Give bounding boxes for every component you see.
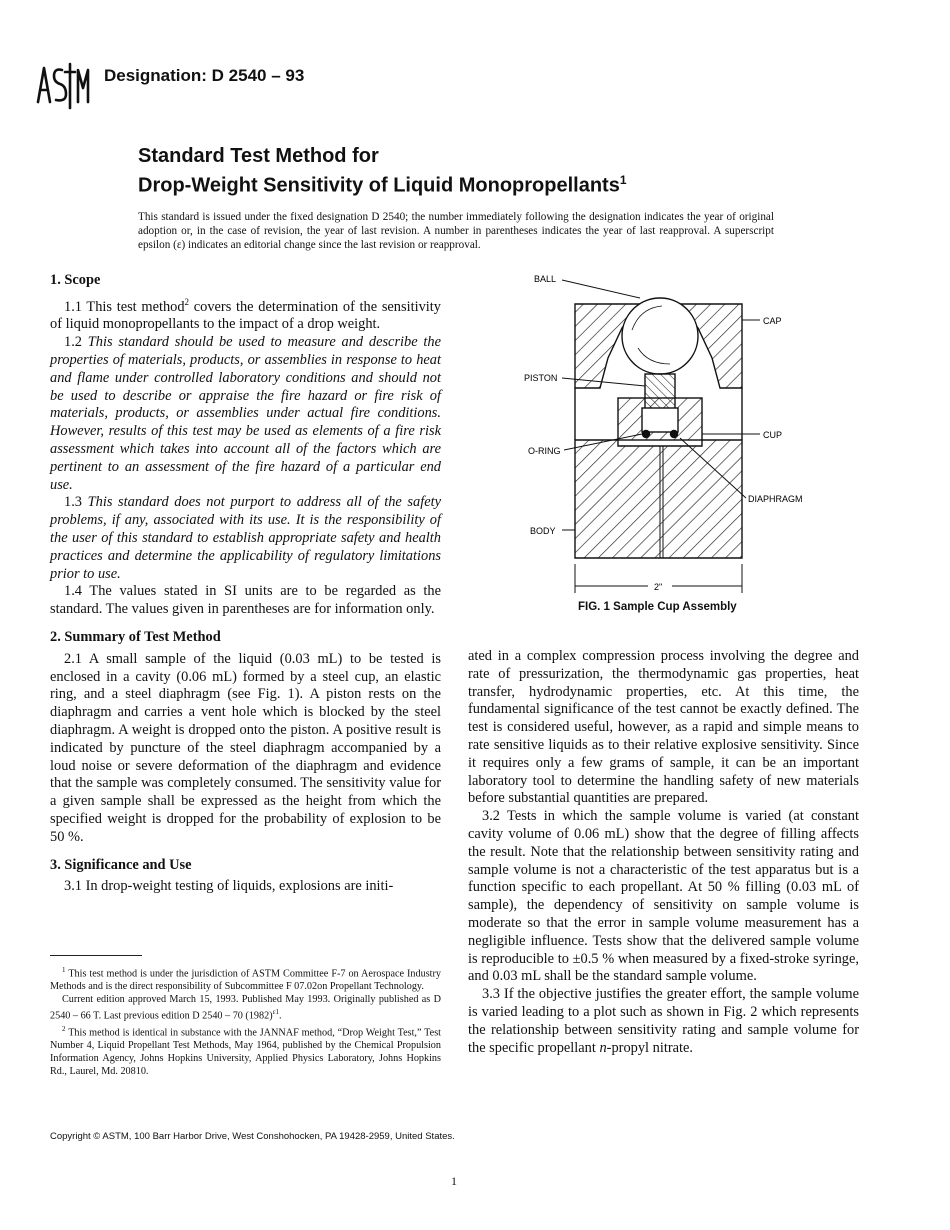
label-diaphragm: DIAPHRAGM xyxy=(748,494,803,504)
footnote-1: $^1$ This test method is under the jurisdiction of ASTM Committee F-7 on Aerospace Industry Methods and is the direct responsibility of Subcommittee F 07.02on Propellant Technology. xyxy=(50,966,441,993)
para-3-1-continued: ated in a complex compression process involving the degree and rate of pressurization, the thermodynamic gas properties, heat transfer, hydrodynamic properties, etc. At this time, the fundamental significance of the test cannot be exactly defined. The test is considered useful, however, as a rapid and simple means to rate sensitive liquids as to their relative explosive sensitivity. Since it requires only a few grams of sample, it can be an important laboratory tool to determine the handling safety of new materials before substantial quantities are prepared. xyxy=(468,648,859,807)
footnote-divider xyxy=(50,955,142,956)
label-ball: BALL xyxy=(534,274,557,284)
label-cup: CUP xyxy=(763,430,783,440)
o-ring-left xyxy=(643,431,650,438)
title-footnote-mark: 1 xyxy=(619,173,627,187)
label-piston: PISTON xyxy=(524,373,558,383)
label-dimension: 2" xyxy=(654,582,663,592)
para-1-4: 1.4 The values stated in SI units are to be regarded as the standard. The values given in parentheses are for information only. xyxy=(50,583,441,618)
para-3-2: 3.2 Tests in which the sample volume is varied (at constant cavity volume of 0.06 mL) show that the degree of filling affects the result. Note that the relationship between sensitivity rating and sample volume is not a characteristic of the test apparatus but is a function specific to each propellant. At 50 % filling (0.03 mL of sample), the dependency of sensitivity on sample volume is moderate so that the error in sample volume measurement has a negligible influence. Tests show that the delivered sample volume is reproducible to ±0.5 % when measured by a fixed-stroke syringe, and 0.03 mL shall be the standard sample volume. xyxy=(468,808,859,985)
label-cap: CAP xyxy=(763,316,782,326)
o-ring-right xyxy=(671,431,678,438)
para-1-2: 1.2 This standard should be used to measure and describe the properties of materials, products, or assemblies in response to heat and flame under controlled laboratory conditions and should not be used to describe or appraise the fire hazard or fire risk of materials, products, or assemblies under actual fire conditions. However, results of this test may be used as elements of a fire risk assessment which takes into account all of the factors which are pertinent to an assessment of the fire hazard of a particular end use. xyxy=(50,334,441,493)
footnote-2: $^2$ This method is identical in substance with the JANNAF method, “Drop Weight Test,” Test Number 4, Liquid Propellant Test Methods, May 1964, published by the Chemical Propulsion Information Agency, Johns Hopkins University, Applied Physics Laboratory, Johns Hopkins Rd., Laurel, Md. 20810. xyxy=(50,1024,441,1078)
label-o-ring: O-RING xyxy=(528,446,561,456)
designation: Designation: D 2540 – 93 xyxy=(104,66,305,85)
right-column xyxy=(468,648,859,1057)
section-significance-heading: 3. Significance and Use xyxy=(50,856,192,873)
para-1-1: 1.1 This test method$^2$ covers the determination of the sensitivity of liquid monopropellants to the impact of a drop weight. xyxy=(50,296,441,333)
intro-note: This standard is issued under the fixed designation D 2540; the number immediately following the designation indicates the year of original adoption or, in the case of revision, the year of last revision. A number in parentheses indicates the year of last reapproval. A superscript epsilon (ε) indicates an editorial change since the last revision or reapproval. xyxy=(138,211,774,251)
document-title xyxy=(138,144,627,198)
left-column xyxy=(50,272,441,896)
footnote-1-edition: Current edition approved March 15, 1993. Published May 1993. Originally published as D 2540 – 66 T. Last previous edition D 2540 – 70 $(1982)^{\varepsilon 1}$. xyxy=(50,994,441,1022)
title-line-2: Drop-Weight Sensitivity of Liquid Monopropellants$^1$ xyxy=(138,173,627,197)
copyright: Copyright © ASTM, 100 Barr Harbor Drive, West Conshohocken, PA 19428-2959, United States. xyxy=(50,1131,455,1142)
sample-cup-assembly-diagram xyxy=(520,268,820,608)
para-3-1-start: 3.1 In drop-weight testing of liquids, explosions are initi- xyxy=(64,878,394,895)
figure-caption: FIG. 1 Sample Cup Assembly xyxy=(578,601,737,613)
ball xyxy=(622,298,698,374)
section-scope-heading: 1. Scope xyxy=(50,272,101,288)
para-1-3: 1.3 This standard does not purport to address all of the safety problems, if any, associated with its use. It is the responsibility of the user of this standard to establish appropriate safety and health practices and determine the applicability of regulatory limitations prior to use. xyxy=(50,494,441,582)
para-3-3: 3.3 If the objective justifies the greater effort, the sample volume is varied leading to a plot such as shown in Fig. 2 which represents the relationship between sensitivity rating and sample volume for the specific propellant n-propyl nitrate. xyxy=(468,986,859,1056)
page-number: 1 xyxy=(451,1174,457,1188)
astm-logo xyxy=(34,58,92,114)
title-line-1: Standard Test Method for xyxy=(138,145,379,167)
section-summary-heading: 2. Summary of Test Method xyxy=(50,628,221,645)
para-2-1: 2.1 A small sample of the liquid (0.03 mL) to be tested is enclosed in a cavity (0.06 mL) formed by a steel cup, an elastic ring, and a steel diaphragm (see Fig. 1). A piston rests on the diaphragm and carries a vent hole which is blocked by the steel diaphragm. A weight is dropped onto the piston. A positive result is indicated by puncture of the steel diaphragm accompanied by a loud noise or severe deformation of the diaphragm and evidence that the sample was completely consumed. The sensitivity value for a given sample shall be expressed as the height from which the specified weight is dropped for the probability of explosion to be 50 %. xyxy=(50,650,441,845)
footnotes xyxy=(50,964,441,1078)
label-body: BODY xyxy=(530,526,556,536)
body xyxy=(575,440,742,558)
